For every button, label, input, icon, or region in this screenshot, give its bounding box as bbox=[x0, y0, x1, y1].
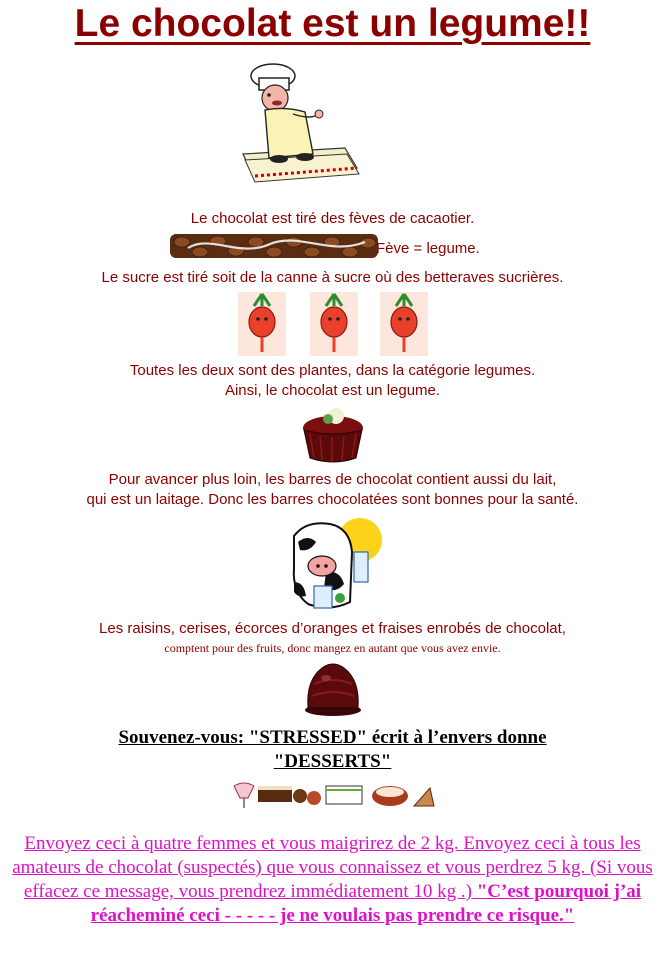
paragraph-chocolate-from-beans: Le chocolat est tiré des fèves de cacaotier. bbox=[190, 210, 475, 227]
closing-message bbox=[12, 832, 653, 928]
beet-vegetable-icon bbox=[238, 292, 286, 356]
cow-with-milk-illustration bbox=[280, 512, 384, 616]
paragraph-chocolate-vegetable: Ainsi, le chocolat est un legume. bbox=[224, 382, 441, 399]
chocolate-cupcake-illustration bbox=[298, 404, 368, 466]
closing-message-part3: "C’est pourquoi j’ai réacheminé ceci - - - - - je ne voulais pas prendre ce risque." bbox=[90, 881, 642, 926]
stressed-line-1: Souvenez-vous: "STRESSED" écrit à l’envers donne bbox=[118, 727, 547, 748]
stressed-line-2: "DESSERTS" bbox=[273, 751, 392, 772]
beet-vegetable-icon bbox=[310, 292, 358, 356]
paragraph-sugar-source: Le sucre est tiré soit de la canne à sucre où des betteraves sucrières. bbox=[101, 269, 564, 286]
cocoa-beans-illustration bbox=[170, 232, 378, 260]
closing-message-part2: Si vous effacez ce message, vous prendrez immédiatement 10 kg .) bbox=[23, 857, 653, 902]
chef-illustration bbox=[235, 62, 365, 187]
desserts-row-illustration bbox=[230, 776, 438, 812]
paragraph-milk-bars: Pour avancer plus loin, les barres de chocolat contient aussi du lait, bbox=[108, 471, 557, 488]
paragraph-both-plants: Toutes les deux sont des plantes, dans la catégorie legumes. bbox=[129, 362, 536, 379]
paragraph-bean-is-vegetable: Fève = legume. bbox=[376, 240, 480, 257]
chocolate-bonbon-illustration bbox=[302, 660, 364, 716]
paragraph-fruits-coated: Les raisins, cerises, écorces d’oranges et fraises enrobés de chocolat, bbox=[99, 620, 566, 637]
closing-message-part1: Envoyez ceci à quatre femmes et vous maigrirez de 2 kg. Envoyez ceci à tous les amateurs de chocolat (suspectés) que vous connaissez et vous perdrez 5 kg. ( bbox=[12, 833, 641, 878]
page-title: Le chocolat est un legume!! bbox=[74, 2, 591, 45]
beans-row bbox=[170, 232, 490, 260]
paragraph-dairy-healthy: qui est un laitage. Donc les barres chocolatées sont bonnes pour la santé. bbox=[86, 491, 579, 508]
paragraph-count-as-fruits: comptent pour des fruits, donc mangez en autant que vous avez envie. bbox=[164, 641, 501, 655]
beet-vegetable-icon bbox=[380, 292, 428, 356]
